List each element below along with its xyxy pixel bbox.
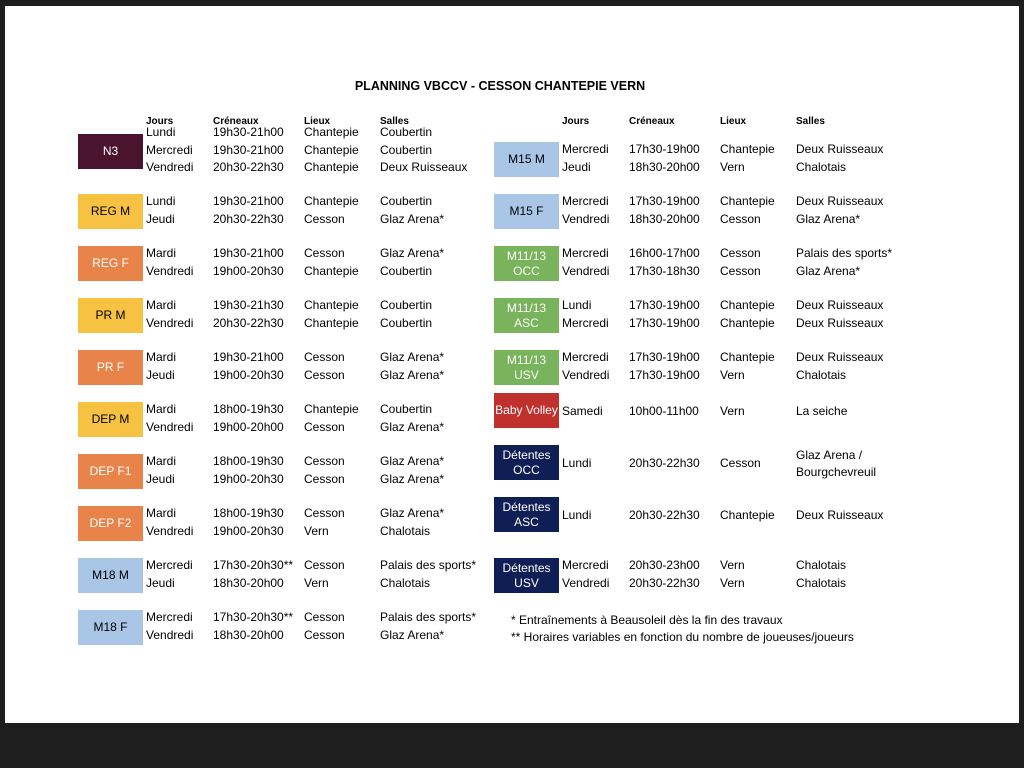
slot-time: 10h00-11h00 [629,403,699,418]
slot-time: 19h00-20h00 [213,419,284,434]
team-badge: DEP F2 [78,506,143,541]
slot-place: Cesson [304,419,345,434]
slot-hall: Glaz Arena* [380,246,445,260]
slot-time: 20h30-22h30 [213,160,284,174]
slot-time: 18h30-20h00 [213,627,284,642]
slot-time: 18h30-20h00 [213,575,284,590]
slot-place: Cesson [304,627,345,642]
header-right-time: Créneaux [629,116,675,127]
slot-place: Cesson [304,610,345,624]
slot-hall: Coubertin [380,125,433,139]
team-badge: DEP F1 [78,454,143,489]
slot-place: Chantepie [304,194,359,208]
slot-place: Chantepie [304,298,359,312]
slot-place: Chantepie [720,350,775,364]
team-badge: M15 M [494,142,559,177]
header-left-place: Lieux [304,116,331,127]
team-badge: PR F [78,350,143,385]
slot-time: 20h30-22h30 [629,455,700,470]
slot-time: 20h30-23h00 [629,558,700,572]
slot-day: Mardi [146,350,177,364]
slot-place: Vern [720,403,745,418]
slot-place: Chantepie [304,125,359,139]
slot-day: Jeudi [146,367,175,382]
slot-time: 19h00-20h30 [213,263,284,278]
slot-place: Cesson [304,506,345,520]
slot-hall: Glaz Arena* [380,350,445,364]
header-left-hall: Salles [380,116,409,127]
slot-time: 19h30-21h30 [213,298,284,312]
slot-time: 20h30-22h30 [629,507,700,522]
slot-day: Mardi [146,402,177,416]
slot-time: 18h30-20h00 [629,159,700,174]
slot-place: Vern [720,575,745,590]
slot-time: 17h30-19h00 [629,367,700,382]
team-badge: DEP M [78,402,143,437]
team-badge: M11/13 ASC [494,298,559,333]
slot-place: Cesson [720,246,761,260]
slot-day: Mardi [146,246,177,260]
slot-hall: Glaz Arena* [380,211,445,226]
slot-hall: Palais des sports* [796,246,893,260]
slot-hall: Deux Ruisseaux [796,298,884,312]
slot-hall: Glaz Arena* [380,627,445,642]
slot-day: Mercredi [562,246,609,260]
slot-time: 19h30-21h00 [213,246,284,260]
team-badge: REG F [78,246,143,281]
team-badge: PR M [78,298,143,333]
slot-day: Vendredi [562,575,610,590]
slot-day: Vendredi [146,315,194,330]
slot-place: Vern [304,575,329,590]
team-badge: M15 F [494,194,559,229]
slot-day: Vendredi [146,419,194,434]
slot-time: 20h30-22h30 [213,211,284,226]
slot-time: 19h30-21h00 [213,142,284,157]
slot-day: Mercredi [146,610,193,624]
slot-day: Vendredi [562,263,610,278]
team-badge: Détentes OCC [494,445,559,480]
slot-day: Jeudi [146,575,175,590]
slot-place: Chantepie [304,263,359,278]
header-left-day: Jours [146,116,174,127]
slot-time: 17h30-19h00 [629,315,700,330]
slot-place: Cesson [304,471,345,486]
slot-day: Mardi [146,298,177,312]
slot-hall: Chalotais [796,367,847,382]
slot-hall: Deux Ruisseaux [796,194,884,208]
slot-time: 19h30-21h00 [213,125,284,139]
slot-day: Lundi [562,298,592,312]
slot-time: 16h00-17h00 [629,246,700,260]
slot-hall: Glaz Arena* [380,367,445,382]
slot-day: Vendredi [562,211,610,226]
slot-day: Lundi [146,194,176,208]
slot-hall: Chalotais [380,575,431,590]
slot-day: Vendredi [146,627,194,642]
slot-hall: La seiche [796,403,848,418]
slot-place: Chantepie [720,298,775,312]
team-badge: N3 [78,134,143,169]
slot-hall: Deux Ruisseaux [796,507,884,522]
slot-hall: Coubertin [380,142,433,157]
slot-time: 17h30-20h30** [213,558,294,572]
slot-day: Lundi [562,507,592,522]
slot-day: Mercredi [562,142,609,156]
slot-time: 18h00-19h30 [213,454,284,468]
slot-time: 18h00-19h30 [213,402,284,416]
slot-hall: Glaz Arena* [380,506,445,520]
slot-hall: Palais des sports* [380,558,477,572]
slot-time: 17h30-19h00 [629,194,700,208]
slot-hall: Deux Ruisseaux [796,350,884,364]
slot-place: Vern [720,159,745,174]
slot-time: 17h30-19h00 [629,350,700,364]
slot-day: Mercredi [562,350,609,364]
slot-place: Chantepie [304,160,359,174]
slot-place: Chantepie [720,315,775,330]
header-right-hall: Salles [796,116,825,127]
slot-place: Vern [720,367,745,382]
slot-day: Mercredi [562,315,609,330]
team-badge: M11/13 OCC [494,246,559,281]
slot-day: Vendredi [146,523,194,538]
slot-day: Jeudi [146,471,175,486]
slot-day: Lundi [146,125,176,139]
slot-time: 19h30-21h00 [213,350,284,364]
slot-hall: Glaz Arena* [796,211,861,226]
slot-hall: Chalotais [380,523,431,538]
slot-place: Chantepie [304,315,359,330]
slot-day: Vendredi [146,160,194,174]
slot-time: 20h30-22h30 [213,315,284,330]
team-badge: REG M [78,194,143,229]
slot-hall: Chalotais [796,575,847,590]
slot-time: 17h30-19h00 [629,298,700,312]
slot-hall: Chalotais [796,159,847,174]
slot-place: Chantepie [304,402,359,416]
slot-hall: Coubertin [380,315,433,330]
slot-time: 18h30-20h00 [629,211,700,226]
team-badge: Détentes USV [494,558,559,593]
slot-place: Cesson [304,350,345,364]
slot-place: Chantepie [720,194,775,208]
slot-hall: Glaz Arena / Bourgchevreuil [796,447,877,479]
slot-time: 17h30-19h00 [629,142,700,156]
slot-hall: Chalotais [796,558,847,572]
footnote-2: ** Horaires variables en fonction du nombre de joueuses/joueurs [511,630,854,644]
slot-hall: Palais des sports* [380,610,477,624]
slot-day: Vendredi [146,263,194,278]
slot-place: Cesson [304,558,345,572]
team-badge: M11/13 USV [494,350,559,385]
slot-day: Mercredi [562,194,609,208]
slot-place: Chantepie [720,507,775,522]
slot-place: Vern [304,523,329,538]
slot-time: 17h30-20h30** [213,610,294,624]
footnote-1: * Entraînements à Beausoleil dès la fin des travaux [511,613,783,627]
slot-place: Chantepie [304,142,359,157]
team-badge: M18 M [78,558,143,593]
slot-time: 19h00-20h30 [213,367,284,382]
slot-day: Samedi [562,403,603,418]
slot-hall: Coubertin [380,194,433,208]
header-right-place: Lieux [720,116,747,127]
header-left-time: Créneaux [213,116,259,127]
schedule-page [5,6,1019,723]
slot-hall: Coubertin [380,402,433,416]
slot-day: Mercredi [562,558,609,572]
slot-day: Lundi [562,455,592,470]
header-right-day: Jours [562,116,590,127]
slot-hall: Deux Ruisseaux [796,142,884,156]
team-badge: M18 F [78,610,143,645]
slot-hall: Coubertin [380,263,433,278]
slot-hall: Glaz Arena* [380,471,445,486]
team-badge: Détentes ASC [494,497,559,532]
slot-hall: Deux Ruisseaux [796,315,884,330]
slot-place: Cesson [720,211,761,226]
team-badge: Baby Volley [494,393,559,428]
slot-place: Cesson [720,263,761,278]
slot-place: Vern [720,558,745,572]
slot-place: Chantepie [720,142,775,156]
page-title: PLANNING VBCCV - CESSON CHANTEPIE VERN [354,79,646,93]
slot-hall: Glaz Arena* [380,419,445,434]
slot-time: 20h30-22h30 [629,575,700,590]
slot-place: Cesson [720,455,761,470]
slot-place: Cesson [304,246,345,260]
slot-hall: Deux Ruisseaux [380,160,468,174]
slot-time: 19h00-20h30 [213,523,284,538]
slot-day: Mardi [146,454,177,468]
slot-hall: Glaz Arena* [796,263,861,278]
slot-day: Mercredi [146,142,193,157]
slot-place: Cesson [304,211,345,226]
slot-day: Mardi [146,506,177,520]
slot-day: Jeudi [562,159,591,174]
slot-time: 17h30-18h30 [629,263,700,278]
slot-day: Jeudi [146,211,175,226]
slot-time: 19h30-21h00 [213,194,284,208]
slot-place: Cesson [304,367,345,382]
slot-time: 19h00-20h30 [213,471,284,486]
slot-place: Cesson [304,454,345,468]
slot-day: Vendredi [562,367,610,382]
slot-time: 18h00-19h30 [213,506,284,520]
slot-day: Mercredi [146,558,193,572]
slot-hall: Glaz Arena* [380,454,445,468]
slot-hall: Coubertin [380,298,433,312]
